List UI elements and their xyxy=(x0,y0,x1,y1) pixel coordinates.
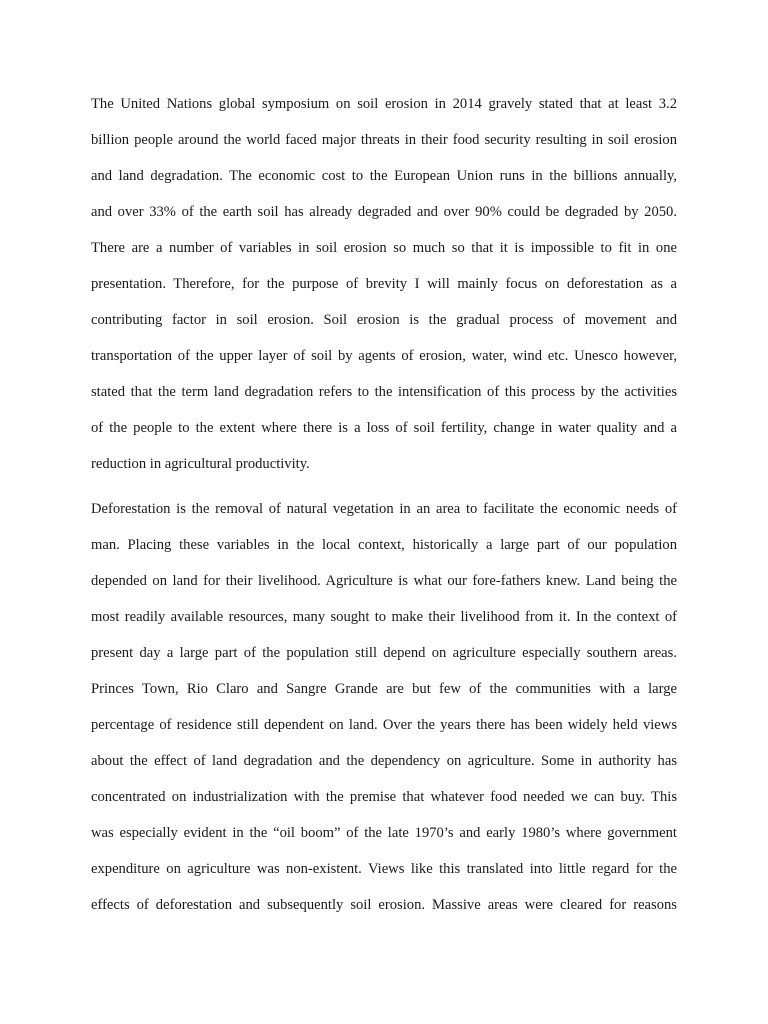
text-line: percentage of residence still dependent on land. Over the years there has been widely held views xyxy=(91,717,677,733)
text-line: about the effect of land degradation and the dependency on agriculture. Some in authority has xyxy=(91,753,677,769)
paragraph-2 xyxy=(91,491,677,923)
text-line: of the people to the extent where there is a loss of soil fertility, change in water quality and a xyxy=(91,420,677,436)
text-line: man. Placing these variables in the local context, historically a large part of our population xyxy=(91,537,677,553)
text-line: and over 33% of the earth soil has already degraded and over 90% could be degraded by 2050. xyxy=(91,204,677,220)
text-line: was especially evident in the “oil boom” of the late 1970’s and early 1980’s where government xyxy=(91,825,677,841)
text-line: depended on land for their livelihood. Agriculture is what our fore-fathers knew. Land being the xyxy=(91,573,677,589)
text-line: Deforestation is the removal of natural vegetation in an area to facilitate the economic needs of xyxy=(91,501,677,517)
text-line: presentation. Therefore, for the purpose of brevity I will mainly focus on deforestation as a xyxy=(91,276,677,292)
text-line: billion people around the world faced major threats in their food security resulting in soil erosion xyxy=(91,132,677,148)
text-line: stated that the term land degradation refers to the intensification of this process by the activities xyxy=(91,384,677,400)
text-line: most readily available resources, many sought to make their livelihood from it. In the context of xyxy=(91,609,677,625)
text-line: The United Nations global symposium on soil erosion in 2014 gravely stated that at least 3.2 xyxy=(91,96,677,112)
text-line: There are a number of variables in soil erosion so much so that it is impossible to fit in one xyxy=(91,240,677,256)
text-line: contributing factor in soil erosion. Soil erosion is the gradual process of movement and xyxy=(91,312,677,328)
text-line: Princes Town, Rio Claro and Sangre Grande are but few of the communities with a large xyxy=(91,681,677,697)
paragraph-1 xyxy=(91,86,677,482)
text-line: effects of deforestation and subsequently soil erosion. Massive areas were cleared for reasons xyxy=(91,897,677,913)
text-line: present day a large part of the population still depend on agriculture especially southern areas. xyxy=(91,645,677,661)
text-line: expenditure on agriculture was non-existent. Views like this translated into little regard for the xyxy=(91,861,677,877)
document-body xyxy=(91,86,677,923)
text-line: reduction in agricultural productivity. xyxy=(91,456,310,472)
paragraph-spacer xyxy=(91,482,677,491)
text-line: and land degradation. The economic cost to the European Union runs in the billions annually, xyxy=(91,168,677,184)
text-line: transportation of the upper layer of soil by agents of erosion, water, wind etc. Unesco however, xyxy=(91,348,677,364)
text-line: concentrated on industrialization with the premise that whatever food needed we can buy. This xyxy=(91,789,677,805)
